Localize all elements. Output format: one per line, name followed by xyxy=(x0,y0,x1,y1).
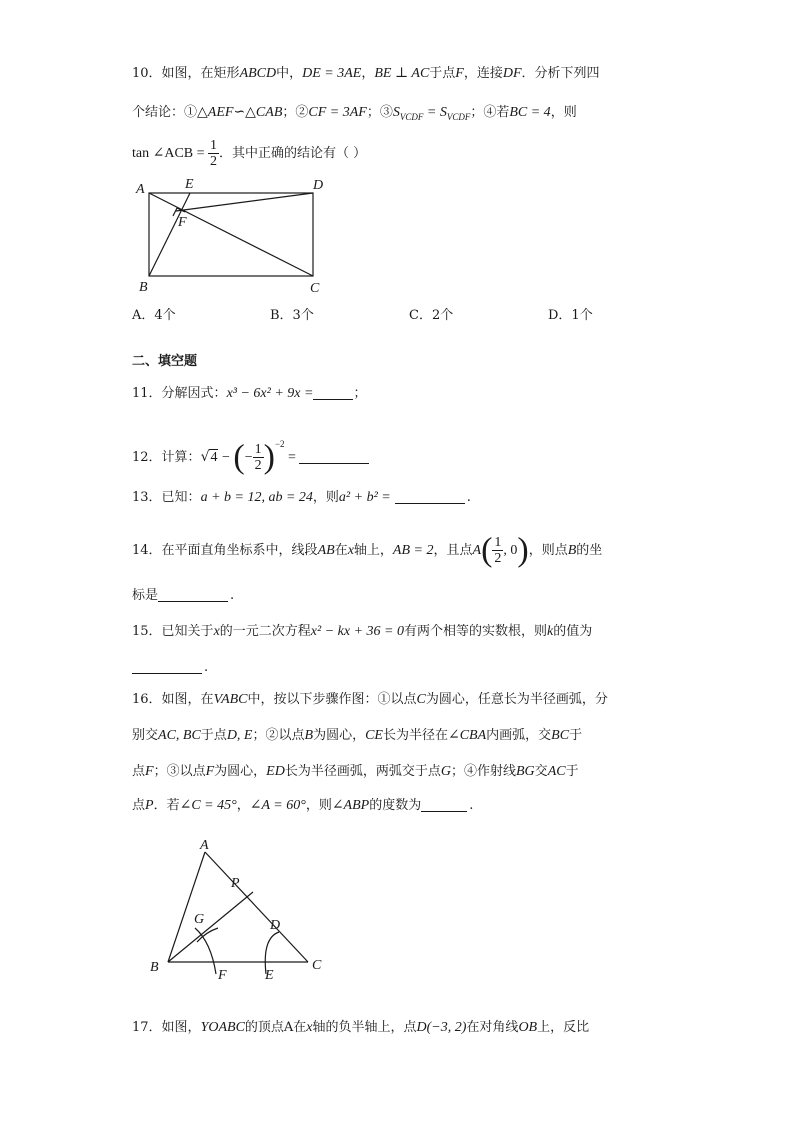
q11-line: 11．分解因式：x³ − 6x² + 9x = ； xyxy=(132,386,367,401)
label-e: E xyxy=(265,968,274,983)
label-g: G xyxy=(194,912,205,927)
segment-be xyxy=(149,193,190,276)
q13-line: 13．已知：a + b = 12, ab = 24，则a² + b² = . xyxy=(132,490,471,505)
q10-line-2: 个结论：①△AEF∽△CAB；②CF = 3AF；$③S_{VCDF} = S_{VCDF}$；④若BC = 4，则 xyxy=(132,105,577,122)
q16-line-4: 点P．若∠C = 45°，∠A = 60°，则∠ABP的度数为 . xyxy=(132,798,474,813)
side-ac xyxy=(205,852,308,962)
q16-answer-blank[interactable] xyxy=(421,797,467,812)
q16-line-3: 点F；③以点F为圆心，ED长为半径画弧，两弧交于点G；④作射线BG交AC于 xyxy=(132,764,579,779)
label-p: P xyxy=(231,876,240,891)
side-ab xyxy=(168,852,205,962)
segment-df xyxy=(176,193,313,211)
q15-line-2: . xyxy=(132,658,208,678)
q15-answer-blank[interactable] xyxy=(132,659,202,674)
q17-line-1: 17．如图，YOABC的顶点A在x轴的负半轴上，点D(−3, 2)在对角线OB上，反比 xyxy=(132,1020,590,1035)
q12-fraction: $\frac{1}{2}$ xyxy=(254,442,262,473)
q13-answer-blank[interactable] xyxy=(395,489,465,504)
section-title: 二、填空题 xyxy=(132,354,198,369)
q11-answer-blank[interactable] xyxy=(313,385,353,400)
q12-line: 12．计算：√4 − (− $\frac{1}{2}$ )$^{-2}$ = xyxy=(132,424,369,478)
label-c: C xyxy=(310,281,320,296)
q16-line-1: 16．如图，在VABC中，按以下步骤作图：①以点C为圆心，任意长为半径画弧，分 xyxy=(132,692,608,707)
option-d[interactable]: D．1个 xyxy=(548,308,593,323)
q15-line-1: 15．已知关于x的一元二次方程x² − kx + 36 = 0有两个相等的实数根，则k的值为 xyxy=(132,624,593,639)
q14-answer-blank[interactable] xyxy=(158,587,228,602)
q14-line-2: 标是 . xyxy=(132,588,235,603)
label-d: D xyxy=(313,178,324,193)
label-a: A xyxy=(136,182,145,197)
q14-line-1: 14．在平面直角坐标系中，线段AB在x轴上，AB = 2，且点A( $\frac{1}{2}$ , 0)，则点B的坐 xyxy=(132,531,603,569)
q12-answer-blank[interactable] xyxy=(299,449,369,464)
label-b: B xyxy=(150,960,159,975)
q16-line-2: 别交AC, BC于点D, E；②以点B为圆心，CE长为半径在∠CBA内画弧，交BC于 xyxy=(132,728,583,743)
label-f: F xyxy=(218,968,227,983)
q10-line-3: tan ∠ACB = $\frac{1}{2}$ ．其中正确的结论有（ ） xyxy=(132,138,367,169)
label-b: B xyxy=(139,280,148,295)
option-b[interactable]: B．3个 xyxy=(270,308,314,323)
q10-number: 10． xyxy=(132,66,162,81)
label-c: C xyxy=(312,958,322,973)
label-e: E xyxy=(185,177,194,192)
tan-fraction: $\frac{1}{2}$ xyxy=(210,138,218,169)
q14-fraction: $\frac{1}{2}$ xyxy=(494,535,502,566)
diagonal-ac xyxy=(149,193,313,276)
label-a: A xyxy=(200,838,209,853)
q10-rectangle-figure xyxy=(130,176,340,296)
option-c[interactable]: C．2个 xyxy=(409,308,454,323)
label-f: F xyxy=(178,215,187,230)
q10-line-1: 10．如图，在矩形ABCD中，DE = 3AE，BE ⊥ AC于点F，连接DF．分析下列四 xyxy=(132,66,600,81)
option-a[interactable]: A．4个 xyxy=(132,308,176,323)
label-d: D xyxy=(270,918,281,933)
q16-triangle-figure xyxy=(145,832,345,987)
